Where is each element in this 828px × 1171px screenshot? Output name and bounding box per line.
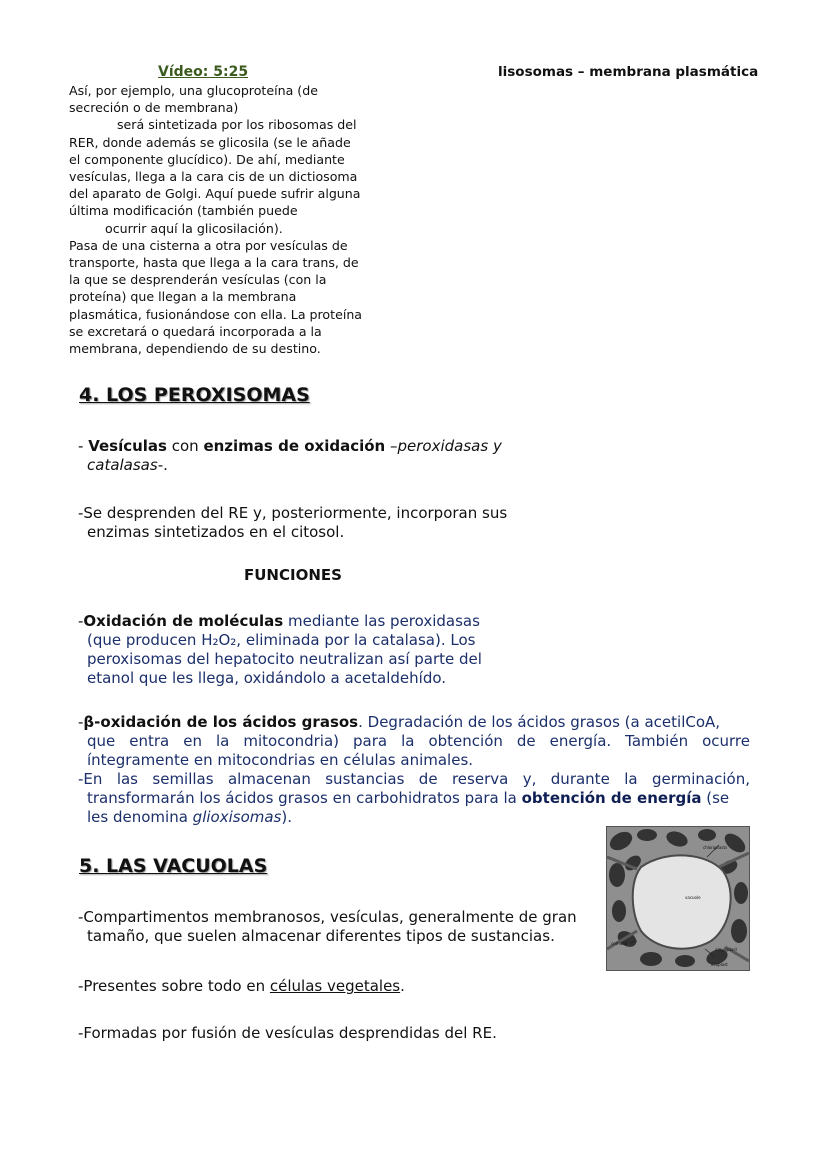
funciones-heading: FUNCIONES	[244, 566, 342, 584]
peroxisomas-item-vesiculas	[78, 437, 538, 475]
text: –	[385, 437, 398, 455]
label-cell-wall: cell wall	[611, 941, 628, 946]
text: -.	[157, 456, 168, 474]
peroxisomas-item-origen	[78, 504, 548, 542]
term-oxidacion: Oxidación de moléculas	[83, 612, 284, 630]
text: ).	[281, 808, 292, 826]
intro-line: plasmática, fusionándose con ella. La proteína	[69, 306, 363, 322]
label-amyloplast: amyloplast	[715, 947, 738, 952]
text: les denomina	[87, 808, 193, 826]
intro-line: secreción o de membrana)	[69, 100, 239, 116]
intro-line: RER, donde además se glicosila (se le añade	[69, 134, 351, 150]
intro-line: se excretará o quedará incorporada a la	[69, 323, 322, 339]
text-line: -Compartimentos membranosos, vesículas, generalmente de gran	[78, 908, 577, 926]
term-vesiculas: Vesículas	[88, 437, 167, 455]
term-peroxidasas: peroxidasas y	[397, 437, 502, 455]
intro-line: ocurrir aquí la glicosilación).	[105, 220, 283, 236]
text-line: enzimas sintetizados en el citosol.	[87, 523, 345, 541]
micrograph-illustration	[607, 827, 749, 970]
text: . Degradación de los ácidos grasos (a acetilCoA,	[358, 713, 721, 731]
funcion-beta-oxidacion	[78, 713, 750, 770]
intro-line: la que se desprenderán vesículas (con la	[69, 272, 327, 288]
term-celulas-vegetales: células vegetales	[269, 977, 401, 995]
intro-line: última modificación (también puede	[69, 203, 298, 219]
label-ecoplast: ecoplast	[711, 962, 728, 967]
text-line: etanol que les llega, oxidándolo a acetaldehído.	[87, 669, 447, 687]
dash: -	[78, 713, 84, 731]
intro-line: transporte, hasta que llega a la cara trans, de	[69, 255, 359, 271]
vacuolas-item-presentes	[78, 977, 405, 996]
funcion-semillas	[78, 770, 750, 827]
text: -Presentes sobre todo en	[78, 977, 270, 995]
intro-line: proteína) que llegan a la membrana	[69, 289, 297, 305]
section-reference: lisosomas – membrana plasmática	[498, 64, 759, 80]
intro-line	[69, 99, 349, 116]
vacuolas-item-formadas: -Formadas por fusión de vesículas desprendidas del RE.	[78, 1024, 497, 1042]
plant-cell-micrograph	[606, 826, 750, 971]
term-obtencion-energia: obtención de energía	[521, 789, 702, 807]
peroxisomas-heading: 4. LOS PEROXISOMAS	[79, 384, 310, 406]
text: con	[166, 437, 204, 455]
term-glioxisomas: glioxisomas	[192, 808, 282, 826]
intro-paragraph	[69, 82, 387, 357]
term-catalasas: catalasas	[87, 456, 158, 474]
dash: -	[78, 437, 89, 455]
funcion-oxidacion	[78, 612, 508, 688]
text: (se	[701, 789, 730, 807]
term-beta-oxidacion: β-oxidación de los ácidos grasos	[83, 713, 359, 731]
intro-line: el componente glucídico). De ahí, mediante	[69, 151, 345, 167]
text-line: íntegramente en mitocondrias en células animales.	[87, 751, 474, 769]
intro-line: Pasa de una cisterna a otra por vesículas de	[69, 237, 348, 253]
text-line: peroxisomas del hepatocito neutralizan así parte del	[87, 650, 482, 668]
label-vacuole: vacuole	[685, 895, 701, 900]
text-line: tamaño, que suelen almacenar diferentes tipos de sustancias.	[87, 927, 555, 945]
text-line: -Se desprenden del RE y, posteriormente, incorporan sus	[78, 504, 508, 522]
text-line: -En las semillas almacenan sustancias de reserva y, durante la germinación,	[78, 770, 750, 788]
text: transformarán los ácidos grasos en carbohidratos para la	[87, 789, 522, 807]
intro-line: vesículas, llega a la cara cis de un dictiosoma	[69, 169, 358, 185]
text: mediante las peroxidasas	[283, 612, 480, 630]
term-enzimas-oxidacion: enzimas de oxidación	[203, 437, 386, 455]
label-chloroplasts: chloroplasts	[703, 845, 728, 850]
video-link[interactable]: Vídeo: 5:25	[158, 64, 249, 80]
vacuolas-heading: 5. LAS VACUOLAS	[79, 855, 268, 877]
vacuolas-item-compartimentos	[78, 908, 598, 946]
text: .	[400, 977, 405, 995]
text-line: (que producen H₂O₂, eliminada por la catalasa). Los	[87, 631, 476, 649]
intro-line: membrana, dependiendo de su destino.	[69, 341, 321, 357]
intro-line: será sintetizada por los ribosomas del	[117, 117, 357, 133]
dash: -	[78, 612, 84, 630]
intro-line: Así, por ejemplo, una glucoproteína (de	[69, 83, 318, 98]
text-line: que entra en la mitocondria) para la obtención de energía. También ocurre	[87, 732, 750, 750]
intro-line: del aparato de Golgi. Aquí puede sufrir alguna	[69, 186, 361, 202]
